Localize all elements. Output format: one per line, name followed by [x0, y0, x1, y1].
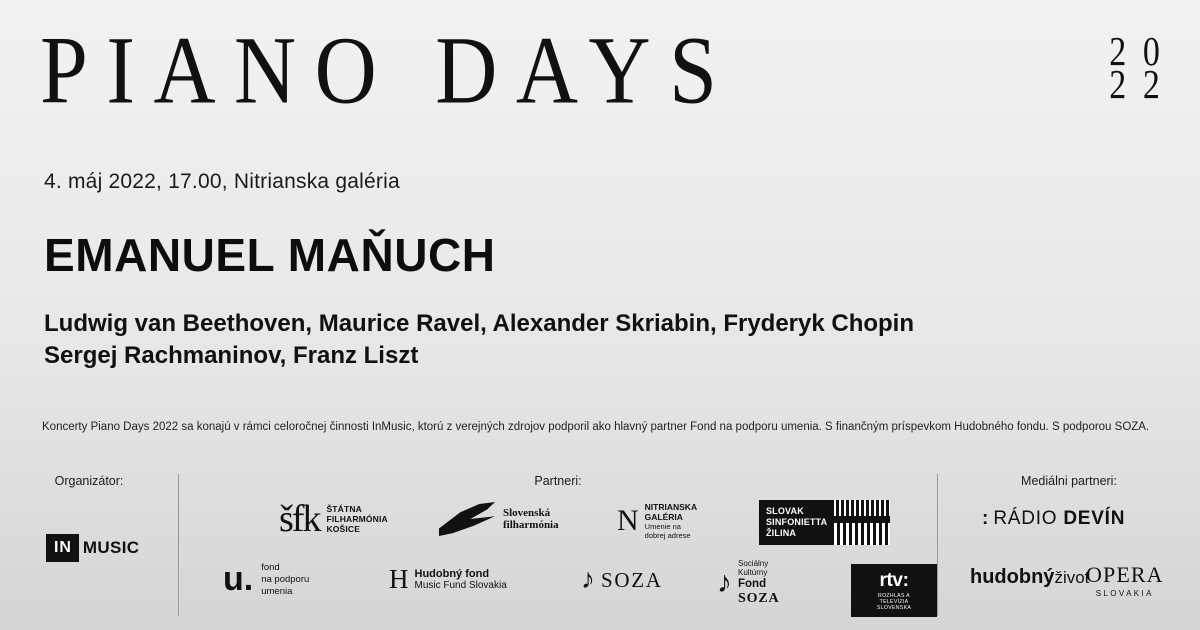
nitrianska-galeria-line-1: NITRIANSKA	[644, 502, 698, 512]
logo-radio-devin	[982, 508, 1125, 530]
ssz-line-3: ŽILINA	[766, 527, 797, 538]
organizer-column	[0, 470, 178, 630]
hudobny-fond-glyph: H	[389, 564, 409, 594]
logo-slovak-sinfonietta-zilina	[759, 500, 890, 545]
fond-soza-line-3: Fond	[738, 577, 767, 590]
ssz-line-1: SLOVAK	[766, 506, 804, 516]
program-line-1: Ludwig van Beethoven, Maurice Ravel, Alexander Skriabin, Fryderyk Chopin	[44, 310, 915, 337]
fond-soza-line-2: Kultúrny	[738, 567, 768, 577]
nitrianska-galeria-line-4: dobrej adrese	[644, 531, 691, 540]
organizer-heading: Organizátor:	[54, 474, 124, 488]
nitrianska-galeria-line-3: Umenie na	[644, 522, 681, 531]
logo-fond-na-podporu-umenia	[223, 562, 309, 598]
fpu-line-3: umenia	[261, 585, 293, 597]
soza-text: SOZA	[601, 567, 663, 592]
fond-soza-line-1: Sociálny	[738, 559, 769, 568]
logo-rtvs	[851, 564, 937, 617]
sfk-line-3: KOŠICE	[326, 524, 361, 535]
radio-devin-word-1: RÁDIO	[993, 508, 1058, 529]
hudobny-fond-line-2: Music Fund Slovakia	[414, 580, 507, 591]
logo-slovenska-filharmonia	[439, 502, 559, 536]
hudobny-zivot-thin: život	[1054, 568, 1090, 587]
fpu-line-1: fond	[261, 562, 280, 573]
poster-year-bottom: 2 2	[1109, 63, 1164, 108]
event-datetime-venue: 4. máj 2022, 17.00, Nitrianska galéria	[44, 170, 400, 193]
logo-sfk	[279, 498, 388, 540]
slovenska-filharmonia-line-1: Slovenská	[503, 507, 551, 519]
funding-disclaimer: Koncerty Piano Days 2022 sa konajú v rámci celoročnej činnosti InMusic, ktorú z verejných zdrojov podporil ako hlavný partner Fond na podporu umenia. S finančným príspevkom Hudobného fondu. S podporou SOZA.	[42, 421, 1150, 433]
logo-inmusic	[46, 534, 139, 562]
partners-heading: Partneri:	[534, 474, 582, 488]
program-composers	[44, 308, 914, 372]
inmusic-in-text: IN	[46, 534, 79, 562]
logo-nitrianska-galeria	[617, 502, 697, 540]
fond-soza-note-icon: ♪	[717, 566, 732, 600]
media-heading: Mediálni partneri:	[1021, 474, 1117, 488]
sfk-line-1: ŠTÁTNA	[326, 504, 362, 515]
fpu-glyph: u.	[223, 560, 254, 599]
slovenska-filharmonia-swoosh-icon	[439, 502, 495, 536]
fpu-line-2: na podporu	[261, 573, 310, 585]
logo-hudobny-fond	[389, 566, 507, 593]
hudobny-zivot-bold: hudobný	[970, 566, 1055, 588]
slovenska-filharmonia-line-2: filharmónia	[503, 519, 559, 531]
media-partners-column	[938, 470, 1200, 630]
partners-column	[179, 470, 937, 630]
poster-year-top: 2 0	[1109, 30, 1164, 75]
nitrianska-galeria-glyph: N	[617, 504, 639, 537]
nitrianska-galeria-line-2: GALÉRIA	[644, 512, 683, 522]
logo-opera-slovakia	[1086, 562, 1164, 598]
program-line-2: Sergej Rachmaninov, Franz Liszt	[44, 341, 419, 369]
logo-hudobny-zivot	[970, 566, 1089, 589]
logo-soza	[581, 566, 663, 594]
poster-year	[1109, 30, 1164, 108]
sfk-glyph: šfk	[279, 498, 320, 540]
performer-name: EMANUEL MAŇUCH	[44, 229, 496, 281]
opera-line-1: OPERA	[1086, 562, 1164, 587]
inmusic-music-text: MUSIC	[82, 538, 140, 557]
partner-strip	[0, 470, 1200, 630]
opera-line-2: SLOVAKIA	[1095, 589, 1154, 598]
poster-title-row	[40, 16, 1168, 124]
ssz-building-icon	[834, 500, 890, 545]
fond-soza-line-4: SOZA	[738, 590, 780, 606]
rtvs-subtitle: ROZHLAS A TELEVÍZIA SLOVENSKA	[876, 593, 912, 611]
radio-devin-dots-icon: :	[982, 508, 988, 529]
rtvs-wordmark: rtv:	[879, 570, 909, 591]
logo-socialny-kulturny-fond-soza	[717, 560, 779, 606]
page-title: PIANO DAYS	[40, 16, 736, 124]
soza-note-icon: ♪	[581, 564, 595, 595]
hudobny-fond-line-1: Hudobný fond	[414, 568, 490, 580]
ssz-line-2: SINFONIETTA	[766, 516, 828, 527]
radio-devin-word-2: DEVÍN	[1063, 508, 1126, 529]
sfk-line-2: FILHARMÓNIA	[326, 514, 388, 525]
